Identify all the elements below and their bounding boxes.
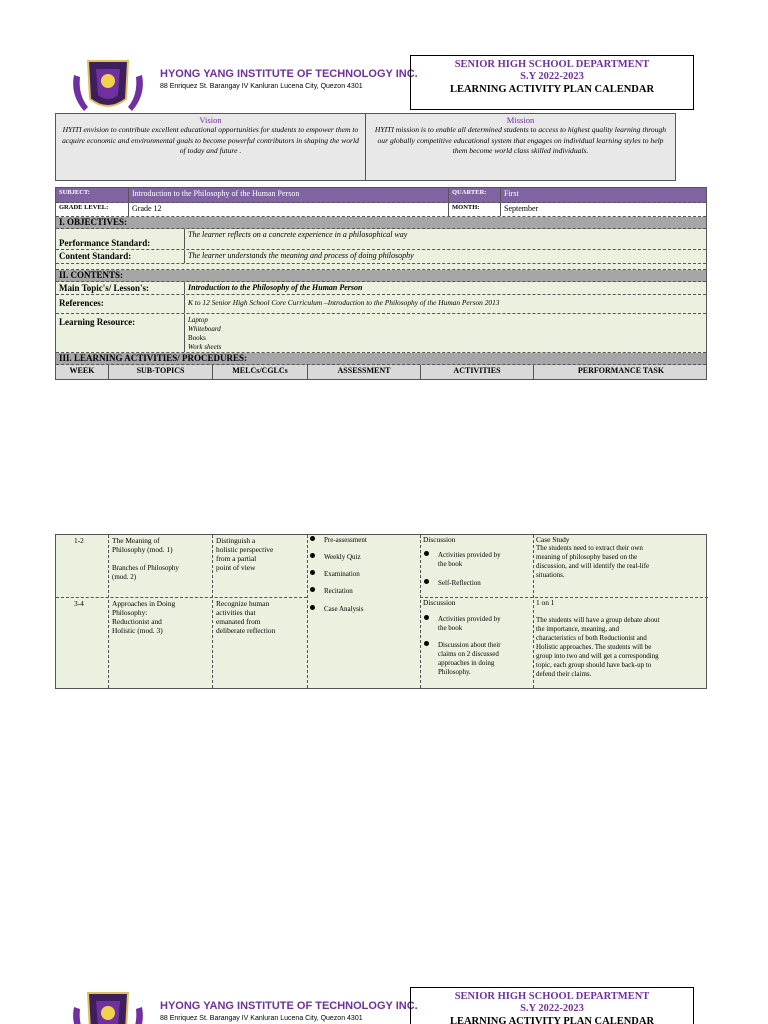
row-divider — [420, 597, 708, 598]
resource-label: Learning Resource: — [59, 317, 136, 327]
quarter-label: QUARTER: — [448, 188, 500, 202]
bullet-icon — [424, 551, 429, 556]
school-year: S.Y 2022-2023 — [520, 1003, 584, 1014]
objectives-heading-row — [56, 217, 706, 229]
bullet-icon — [310, 605, 315, 610]
activity-item: Activities provided by the book — [424, 615, 501, 633]
vision-mission-box — [55, 113, 676, 181]
bullet-icon — [424, 579, 429, 584]
activity-item: Activities provided by the book — [424, 551, 501, 569]
subject-label: SUBJECT: — [59, 189, 90, 196]
assessment-item: Case Analysis — [310, 605, 363, 614]
task-title: 1 on 1 — [536, 598, 555, 607]
subject-value: Introduction to the Philosophy of the Human Person — [128, 188, 448, 202]
topic-label: Main Topic's/ Lesson's: — [59, 283, 150, 293]
row-divider — [56, 597, 307, 598]
vision-heading: Vision — [199, 115, 222, 125]
plan-title: LEARNING ACTIVITY PLAN CALENDAR — [449, 1016, 655, 1024]
objectives-heading: I. OBJECTIVES: — [59, 217, 128, 227]
activity-title: Discussion — [423, 598, 456, 607]
column-header: PERFORMANCE TASK — [533, 365, 708, 379]
performance-value: The learner reflects on a concrete experience in a philosophical way — [184, 229, 708, 249]
column-divider — [307, 535, 308, 688]
activities-table — [55, 534, 707, 689]
column-divider — [108, 535, 109, 688]
vision-text: HYITI envision to contribute excellent educational opportunities for students to empower them to acquire economic and environmental goals to become powerful contributors in shaping the world of today and future . — [62, 125, 359, 155]
mission-text: HYITI mission is to enable all determined students to access to highest quality learning through our globally competitive educational system that engages on individual learning styles to help them become world class skilled individuals. — [374, 125, 667, 155]
bullet-icon — [424, 641, 429, 646]
column-divider — [212, 535, 213, 688]
melc-cell: Recognize human activities that emanated from deliberate reflection — [216, 599, 276, 635]
content-value: The learner understands the meaning and process of doing philosophy — [184, 250, 708, 263]
topic-row — [56, 282, 706, 295]
grade-label: GRADE LEVEL: — [59, 204, 109, 211]
school-address: 88 Enriquez St. Barangay IV Kanluran Lucena City, Quezon 4301 — [160, 83, 363, 90]
subtopic-cell: Approaches in Doing Philosophy: Reductionist and Holistic (mod. 3) — [112, 599, 176, 635]
subtopic-extra-cell: Branches of Philosophy (mod. 2) — [112, 564, 179, 581]
quarter-value: First — [500, 188, 708, 202]
contents-heading: II. CONTENTS: — [59, 270, 124, 280]
department-box — [410, 987, 694, 1024]
resource-item: Work sheets — [188, 343, 222, 351]
mission-section — [366, 114, 675, 180]
references-value: K to 12 Senior High School Core Curriculum –Introduction to the Philosophy of the Human Person 2013 — [184, 295, 708, 313]
references-row — [56, 295, 706, 314]
activity-item: Self-Reflection — [424, 579, 481, 588]
department-title: SENIOR HIGH SCHOOL DEPARTMENT — [454, 991, 650, 1002]
bullet-icon — [310, 553, 315, 558]
bullet-icon — [310, 587, 315, 592]
month-value: September — [500, 203, 708, 216]
school-address: 88 Enriquez St. Barangay IV Kanluran Lucena City, Quezon 4301 — [160, 1015, 363, 1022]
bullet-icon — [310, 570, 315, 575]
bullet-icon — [424, 615, 429, 620]
grade-value: Grade 12 — [128, 203, 448, 216]
columns-row — [56, 365, 706, 379]
contents-heading-row — [56, 270, 706, 282]
performance-row — [56, 229, 706, 250]
content-label: Content Standard: — [59, 251, 132, 261]
activities-heading: III. LEARNING ACTIVITIES/ PROCEDURES: — [59, 353, 248, 363]
bullet-icon — [310, 536, 315, 541]
week-cell: 3-4 — [74, 599, 84, 608]
column-header: ACTIVITIES — [420, 365, 533, 379]
column-divider — [420, 535, 421, 688]
activity-title: Discussion — [423, 535, 456, 544]
resource-item: Laptop — [188, 316, 208, 324]
task-cell: The students need to extract their own meaning of philosophy based on the discussion, and will identify the real-life situations. — [536, 544, 650, 579]
resources-row — [56, 314, 706, 353]
department-title: SENIOR HIGH SCHOOL DEPARTMENT — [454, 59, 650, 70]
plan-title: LEARNING ACTIVITY PLAN CALENDAR — [449, 84, 655, 95]
task-title: Case Study — [536, 535, 570, 544]
plan-table — [55, 187, 707, 380]
task-cell: The students will have a group debate about the importance, meaning, and characteristics of both Reductionist and Holistic approaches. The students will be group into two and will get a corresponding topic, each group should have back-up to defend their claims. — [536, 616, 660, 678]
activities-heading-row — [56, 353, 706, 365]
assessment-item: Recitation — [310, 587, 353, 596]
school-name: HYONG YANG INSTITUTE OF TECHNOLOGY INC. — [160, 1000, 418, 1012]
melc-cell: Distinguish a holistic perspective from a partial point of view — [216, 536, 274, 572]
assessment-item: Weekly Quiz — [310, 553, 361, 562]
school-year: S.Y 2022-2023 — [520, 71, 584, 82]
references-label: References: — [59, 298, 104, 308]
month-label: MONTH: — [448, 203, 500, 216]
assessment-item: Examination — [310, 570, 360, 579]
grade-row — [56, 203, 706, 217]
mission-heading: Mission — [506, 115, 535, 125]
week-cell: 1-2 — [74, 536, 84, 545]
school-name: HYONG YANG INSTITUTE OF TECHNOLOGY INC. — [160, 68, 418, 80]
content-row — [56, 250, 706, 264]
performance-label: Performance Standard: — [59, 238, 151, 248]
column-header: ASSESSMENT — [307, 365, 420, 379]
activity-item: Discussion about their claims on 2 discussed approaches in doing Philosophy. — [424, 641, 501, 677]
column-divider — [533, 535, 534, 688]
resource-item: Whiteboard — [188, 325, 221, 333]
subject-row — [56, 188, 706, 203]
resource-list — [184, 314, 708, 352]
department-box — [410, 55, 694, 110]
column-header: MELCs/CGLCs — [212, 365, 307, 379]
resource-item: Books — [188, 334, 206, 342]
column-header: WEEK — [69, 366, 95, 375]
school-logo-icon — [66, 987, 150, 1024]
column-header: SUB-TOPICS — [108, 365, 212, 379]
page-header — [0, 55, 768, 119]
page-header-repeat — [0, 987, 768, 1024]
assessment-item: Pre-assessment — [310, 536, 367, 545]
school-logo-icon — [66, 55, 150, 121]
subtopic-cell: The Meaning of Philosophy (mod. 1) — [112, 536, 173, 554]
vision-section — [56, 114, 366, 180]
topic-value: Introduction to the Philosophy of the Human Person — [184, 282, 708, 294]
